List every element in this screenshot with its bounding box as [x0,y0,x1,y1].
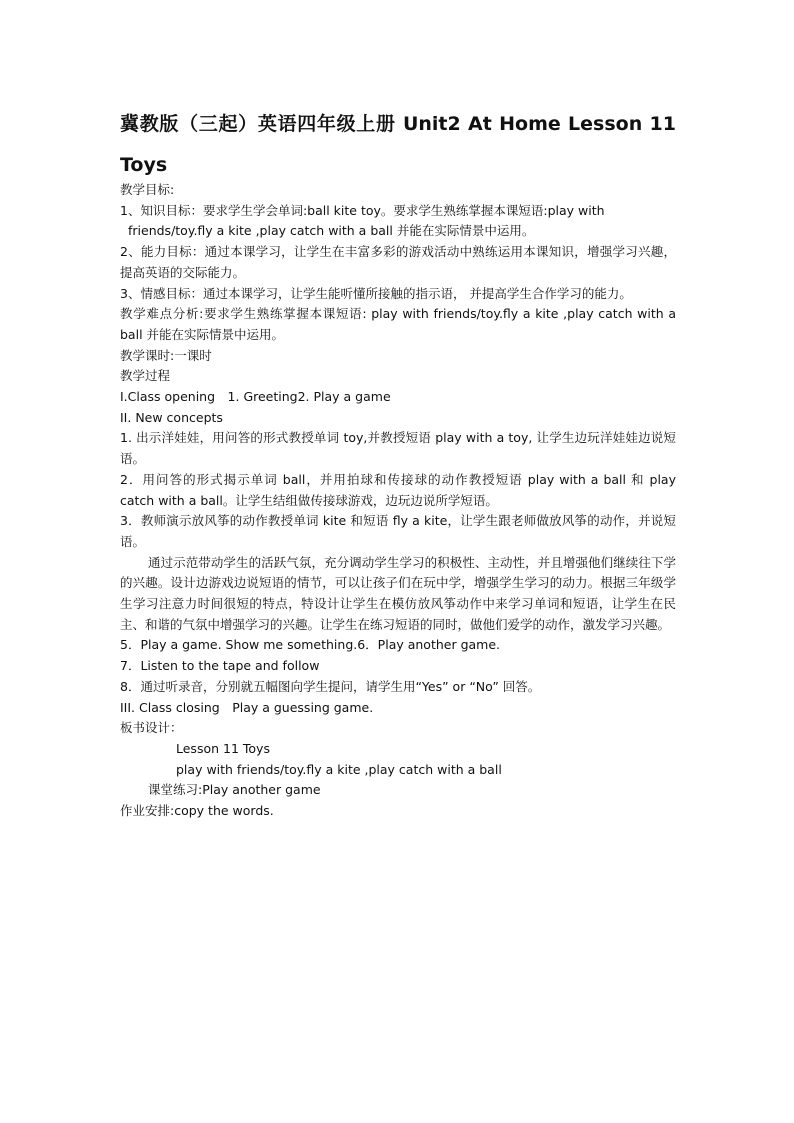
step-7: 7．Listen to the tape and follow [120,658,320,674]
board-phrases: play with friends/toy.fly a kite ,play catch with a ball [176,761,502,777]
step-2: 2．用问答的形式揭示单词 ball，并用拍球和传接球的动作教授短语 play with a ball 和 play catch with a ball。让学生结组做传接球游戏，边玩边说所学短语。 [120,471,676,508]
section-heading-board: 板书设计： [120,720,183,736]
section-heading-process: 教学过程 [120,368,171,384]
objective-ability: 2、能力目标：通过本课学习，让学生在丰富多彩的游戏活动中熟练运用本课知识，增强学习兴趣，提高英语的交际能力。 [120,244,676,280]
step-class-opening: I.Class opening 1. Greeting2. Play a game [120,389,391,405]
classroom-practice: 课堂练习:Play another game [148,782,321,798]
document-title: 冀教版（三起）英语四年级上册 Unit2 At Home Lesson 11 Toys [120,113,676,176]
step-1: 1. 出示洋娃娃，用问答的形式教授单词 toy,并教授短语 play with a toy, 让学生边玩洋娃娃边说短语。 [120,430,676,467]
document-body [120,180,676,822]
board-lesson-title: Lesson 11 Toys [176,740,270,756]
step-new-concepts: II. New concepts [120,409,223,425]
difficulty-analysis: 教学难点分析:要求学生熟练掌握本课短语: play with friends/toy.fly a kite ,play catch with a ball 并能在实际情景中运用。 [120,306,676,342]
step-5-6: 5．Play a game. Show me something.6．Play another game. [120,637,501,653]
section-heading-objectives: 教学目标: [120,182,175,197]
objective-knowledge-continued: friends/toy.fly a kite ,play catch with a ball 并能在实际情景中运用。 [128,223,535,239]
homework: 作业安排:copy the words. [120,803,274,819]
step-class-closing: III. Class closing Play a guessing game. [120,699,374,715]
objective-emotion: 3、情感目标：通过本课学习，让学生能听懂所接触的指示语， 并提高学生合作学习的能力。 [120,285,632,301]
step-8: 8．通过听录音，分别就五幅图向学生提问，请学生用“Yes” or “No” 回答。 [120,678,541,694]
objective-knowledge: 1、知识目标：要求学生学会单词:ball kite toy。要求学生熟练掌握本课短语:play with [120,202,605,218]
step-3: 3．教师演示放风筝的动作教授单词 kite 和短语 fly a kite，让学生跟老师做放风筝的动作，并说短语。 [120,513,676,549]
teaching-commentary: 通过示范带动学生的活跃气氛，充分调动学生学习的积极性、主动性，并且增强他们继续往下学的兴趣。设计边游戏边说短语的情节，可以让孩子们在玩中学，增强学生学习的动力。根据三年级学生学习注意力时间很短的特点，特设计让学生在模仿放风筝动作中来学习单词和短语，让学生在民主、和谐的气氛中增强学习的兴趣。让学生在练习短语的同时，做他们爱学的动作，激发学习兴趣。 [120,554,676,632]
class-hours: 教学课时:一课时 [120,347,212,363]
